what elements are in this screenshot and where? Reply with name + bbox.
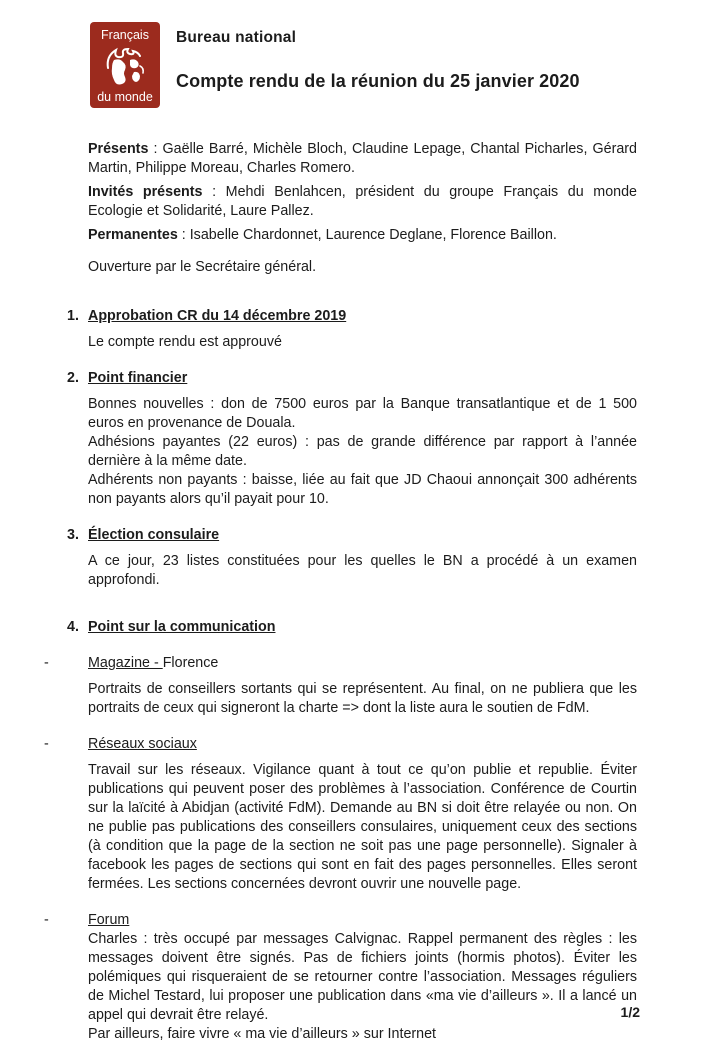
section-heading-row xyxy=(67,618,637,637)
topic-reseaux-sociaux xyxy=(44,735,637,894)
topic-title: Forum xyxy=(88,912,130,928)
document-title: Bureau national xyxy=(176,29,297,46)
dash-marker: - xyxy=(44,912,49,928)
document-subtitle: Compte rendu de la réunion du 25 janvier 2020 xyxy=(176,71,580,91)
document-header xyxy=(90,22,664,108)
present-label: Présents xyxy=(88,141,149,157)
section-title: Approbation CR du 14 décembre 2019 xyxy=(88,308,347,324)
dash-marker: - xyxy=(44,736,49,752)
topic-magazine xyxy=(44,654,637,718)
topic-heading-row xyxy=(88,911,637,930)
section-election-consulaire xyxy=(67,526,637,590)
section-title: Point financier xyxy=(88,370,188,386)
page-number: 1/2 xyxy=(620,1004,640,1020)
document-body xyxy=(44,140,637,1044)
logo-text-top: Français xyxy=(101,28,149,42)
invited-names: : Mehdi Benlahcen, président du groupe Français du monde Ecologie et Solidarité, Laure Pallez. xyxy=(88,184,637,219)
header-titles xyxy=(176,22,580,108)
invited-guests-line xyxy=(88,183,637,221)
topic-paragraph: Portraits de conseillers sortants qui se représentent. Au final, on ne publiera que les portraits de ceux qui signeront la charte => dont la liste aura le soutien de FdM. xyxy=(88,681,637,716)
topic-title: Magazine - xyxy=(88,655,163,671)
topic-heading-row xyxy=(88,735,637,754)
invited-label: Invités présents xyxy=(88,184,203,200)
present-names: : Gaëlle Barré, Michèle Bloch, Claudine Lepage, Chantal Picharles, Gérard Martin, Philippe Moreau, Charles Romero. xyxy=(88,141,637,176)
section-paragraph: Adhésions payantes (22 euros) : pas de grande différence par rapport à l’année dernière à la même date. xyxy=(88,434,637,469)
staff-names: : Isabelle Chardonnet, Laurence Deglane, Florence Baillon. xyxy=(177,227,557,243)
section-number: 1. xyxy=(67,308,79,324)
section-title: Point sur la communication xyxy=(88,619,276,635)
dash-marker: - xyxy=(44,655,49,671)
topic-paragraph: Par ailleurs, faire vivre « ma vie d’ailleurs » sur Internet xyxy=(88,1026,437,1042)
topic-paragraph: Travail sur les réseaux. Vigilance quant à tout ce qu’on publie et republie. Éviter publications qui peuvent poser des problèmes à l’association. Conférence de Courtin sur la laïcité à Abidjan (activité FdM). Demande au BN si doit être relayée ou non. On ne publie pas publications des conseillers consulaires, uniquement ceux des sections (à condition que la page de la section ne soit pas une page personnelle). Signaler à facebook les pages de sections qui sont en fait des pages personnelles. Elles seront fermées. Les sections concernées devront ouvrir une nouvelle page. xyxy=(88,762,637,892)
section-point-financier xyxy=(67,369,637,509)
section-heading-row xyxy=(67,369,637,388)
opening-line: Ouverture par le Secrétaire général. xyxy=(88,259,317,275)
section-paragraph: Le compte rendu est approuvé xyxy=(88,334,282,350)
staff-line xyxy=(88,226,637,245)
staff-label: Permanentes xyxy=(88,227,178,243)
logo-text-bottom: du monde xyxy=(97,90,153,104)
section-paragraph: Adhérents non payants : baisse, liée au fait que JD Chaoui annonçait 300 adhérents non payants alors qu’il payait pour 10. xyxy=(88,472,637,507)
section-number: 4. xyxy=(67,619,79,635)
topic-title: Réseaux sociaux xyxy=(88,736,197,752)
section-heading-row xyxy=(67,307,637,326)
section-number: 3. xyxy=(67,527,79,543)
section-title: Élection consulaire xyxy=(88,527,220,543)
topic-heading-row xyxy=(88,654,637,673)
section-approbation-cr xyxy=(67,307,637,352)
section-paragraph: A ce jour, 23 listes constituées pour les quelles le BN a procédé à un examen approfondi. xyxy=(88,553,637,588)
section-number: 2. xyxy=(67,370,79,386)
francais-du-monde-logo xyxy=(90,22,160,108)
attendees-present-line xyxy=(88,140,637,178)
topic-title-suffix: Florence xyxy=(162,655,219,671)
section-heading-row xyxy=(67,526,637,545)
topic-paragraph: Charles : très occupé par messages Calvignac. Rappel permanent des règles : les messages doivent être signés. Pas de fichiers joints (hormis photos). Éviter les polémiques qui risqueraient de se retourner contre l’association. Messages réguliers de Michel Testard, lui proposer une publication dans «ma vie d’ailleurs ». Il a lancé un appel qui devrait être relayé. xyxy=(88,931,637,1023)
section-communication xyxy=(67,618,637,637)
topic-forum xyxy=(44,911,637,1044)
section-paragraph: Bonnes nouvelles : don de 7500 euros par la Banque transatlantique et de 1 500 euros en provenance de Douala. xyxy=(88,396,637,431)
document-page xyxy=(0,22,724,1046)
